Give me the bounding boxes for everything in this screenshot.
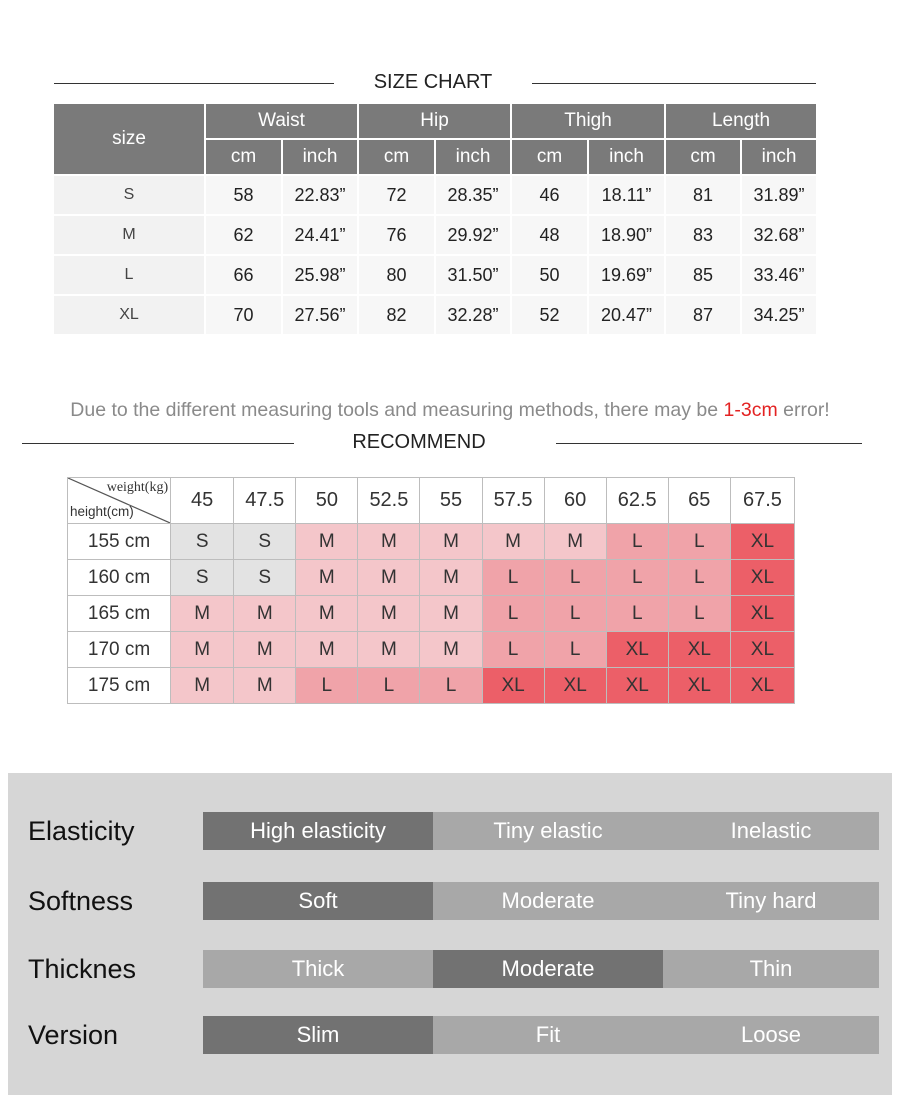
recommend-title: RECOMMEND [352, 431, 486, 453]
recommended-size-cell: M [234, 596, 296, 632]
height-label: 155 cm [68, 524, 171, 560]
unit-header: cm [511, 139, 588, 175]
height-row [68, 668, 795, 704]
property-option: Thin [663, 950, 879, 988]
recommended-size-cell: M [171, 632, 234, 668]
recommend-rule-left [22, 443, 294, 444]
recommended-size-cell: S [171, 560, 234, 596]
recommend-table [67, 477, 795, 704]
property-option: Soft [203, 882, 433, 920]
measurement-cell: 85 [665, 255, 741, 295]
recommended-size-cell: M [171, 596, 234, 632]
measurement-cell: 18.11” [588, 175, 665, 215]
size-chart-group-row [53, 103, 817, 139]
size-chart-title: SIZE CHART [373, 71, 493, 93]
recommended-size-cell: XL [730, 596, 794, 632]
recommended-size-cell: M [420, 596, 482, 632]
recommended-size-cell: M [420, 560, 482, 596]
property-option: Tiny elastic [433, 812, 663, 850]
measurement-cell: 81 [665, 175, 741, 215]
recommended-size-cell: S [171, 524, 234, 560]
measurement-cell: 52 [511, 295, 588, 335]
weight-header: 65 [668, 478, 730, 524]
recommended-size-cell: L [668, 596, 730, 632]
recommended-size-cell: L [482, 632, 544, 668]
measurement-cell: 24.41” [282, 215, 358, 255]
recommended-size-cell: M [296, 524, 358, 560]
recommended-size-cell: S [234, 524, 296, 560]
weight-header: 50 [296, 478, 358, 524]
measurement-cell: 50 [511, 255, 588, 295]
recommended-size-cell: L [668, 524, 730, 560]
recommended-size-cell: L [482, 560, 544, 596]
recommended-size-cell: XL [730, 524, 794, 560]
measurement-cell: 32.68” [741, 215, 817, 255]
weight-header: 62.5 [606, 478, 668, 524]
property-label: Softness [28, 886, 134, 916]
note-text-end: error! [777, 399, 830, 421]
recommended-size-cell: XL [730, 632, 794, 668]
measurement-cell: 34.25” [741, 295, 817, 335]
fabric-properties-panel [8, 773, 892, 1095]
recommended-size-cell: XL [606, 632, 668, 668]
weight-header: 52.5 [358, 478, 420, 524]
size-label: S [53, 175, 205, 215]
property-option: Inelastic [663, 812, 879, 850]
height-row [68, 632, 795, 668]
size-chart-rule-right [532, 83, 816, 84]
measurement-cell: 66 [205, 255, 282, 295]
recommended-size-cell: XL [668, 668, 730, 704]
property-option: Slim [203, 1016, 433, 1054]
measurement-cell: 22.83” [282, 175, 358, 215]
recommended-size-cell: S [234, 560, 296, 596]
recommended-size-cell: M [420, 632, 482, 668]
recommended-size-cell: XL [730, 668, 794, 704]
measurement-cell: 33.46” [741, 255, 817, 295]
unit-header: inch [435, 139, 511, 175]
measurement-cell: 25.98” [282, 255, 358, 295]
property-option: Tiny hard [663, 882, 879, 920]
property-option: Moderate [433, 950, 663, 988]
measurement-cell: 31.89” [741, 175, 817, 215]
property-label: Elasticity [28, 816, 135, 846]
measurement-cell: 31.50” [435, 255, 511, 295]
height-row [68, 560, 795, 596]
size-chart-rule-left [54, 83, 334, 84]
height-label: 170 cm [68, 632, 171, 668]
unit-header: inch [282, 139, 358, 175]
weight-axis-label: weight(kg) [106, 480, 169, 495]
recommended-size-cell: L [606, 524, 668, 560]
recommended-size-cell: L [420, 668, 482, 704]
unit-header: cm [358, 139, 435, 175]
recommended-size-cell: M [420, 524, 482, 560]
property-label: Version [28, 1020, 119, 1050]
weight-header: 57.5 [482, 478, 544, 524]
recommended-size-cell: XL [606, 668, 668, 704]
group-header-length: Length [665, 103, 817, 139]
size-chart-table [52, 102, 818, 336]
property-row [8, 882, 892, 922]
measurement-cell: 83 [665, 215, 741, 255]
measurement-note [0, 399, 900, 422]
measurement-cell: 62 [205, 215, 282, 255]
weight-header: 45 [171, 478, 234, 524]
recommended-size-cell: L [544, 632, 606, 668]
recommended-size-cell: M [296, 596, 358, 632]
measurement-cell: 76 [358, 215, 435, 255]
measurement-cell: 72 [358, 175, 435, 215]
measurement-cell: 27.56” [282, 295, 358, 335]
recommended-size-cell: M [234, 668, 296, 704]
size-label: L [53, 255, 205, 295]
height-label: 160 cm [68, 560, 171, 596]
height-label: 175 cm [68, 668, 171, 704]
property-option: Fit [433, 1016, 663, 1054]
recommend-rule-right [556, 443, 862, 444]
measurement-cell: 28.35” [435, 175, 511, 215]
group-header-waist: Waist [205, 103, 358, 139]
recommended-size-cell: M [358, 632, 420, 668]
recommended-size-cell: M [544, 524, 606, 560]
measurement-cell: 20.47” [588, 295, 665, 335]
recommended-size-cell: M [234, 632, 296, 668]
property-label: Thicknes [28, 954, 137, 984]
measurement-cell: 70 [205, 295, 282, 335]
group-header-hip: Hip [358, 103, 511, 139]
corner-header [68, 478, 171, 524]
measurement-cell: 29.92” [435, 215, 511, 255]
recommended-size-cell: M [358, 560, 420, 596]
recommended-size-cell: M [296, 560, 358, 596]
weight-header: 55 [420, 478, 482, 524]
measurement-cell: 32.28” [435, 295, 511, 335]
recommended-size-cell: XL [668, 632, 730, 668]
note-error-range: 1-3cm [723, 399, 778, 421]
recommended-size-cell: M [296, 632, 358, 668]
property-row [8, 1016, 892, 1056]
note-text: Due to the different measuring tools and measuring methods, there may be [70, 399, 724, 421]
size-row [53, 175, 817, 215]
height-axis-label: height(cm) [70, 504, 134, 519]
measurement-cell: 19.69” [588, 255, 665, 295]
unit-header: inch [741, 139, 817, 175]
property-row [8, 950, 892, 990]
weight-header: 60 [544, 478, 606, 524]
property-option: Loose [663, 1016, 879, 1054]
group-header-thigh: Thigh [511, 103, 665, 139]
measurement-cell: 87 [665, 295, 741, 335]
size-row [53, 295, 817, 335]
property-option: High elasticity [203, 812, 433, 850]
property-row [8, 812, 892, 852]
measurement-cell: 46 [511, 175, 588, 215]
size-label: M [53, 215, 205, 255]
recommended-size-cell: M [482, 524, 544, 560]
recommended-size-cell: L [668, 560, 730, 596]
unit-header: cm [205, 139, 282, 175]
measurement-cell: 58 [205, 175, 282, 215]
recommended-size-cell: XL [544, 668, 606, 704]
recommended-size-cell: L [296, 668, 358, 704]
recommended-size-cell: L [606, 596, 668, 632]
height-row [68, 524, 795, 560]
size-column-header: size [53, 103, 205, 175]
size-row [53, 215, 817, 255]
weight-header: 67.5 [730, 478, 794, 524]
measurement-cell: 18.90” [588, 215, 665, 255]
measurement-cell: 82 [358, 295, 435, 335]
weight-row [68, 478, 795, 524]
property-option: Moderate [433, 882, 663, 920]
recommended-size-cell: XL [482, 668, 544, 704]
size-label: XL [53, 295, 205, 335]
height-row [68, 596, 795, 632]
measurement-cell: 48 [511, 215, 588, 255]
size-row [53, 255, 817, 295]
recommended-size-cell: L [606, 560, 668, 596]
weight-header: 47.5 [234, 478, 296, 524]
recommended-size-cell: XL [730, 560, 794, 596]
recommended-size-cell: M [358, 524, 420, 560]
unit-header: inch [588, 139, 665, 175]
recommended-size-cell: L [544, 596, 606, 632]
recommended-size-cell: L [358, 668, 420, 704]
recommended-size-cell: L [544, 560, 606, 596]
recommended-size-cell: L [482, 596, 544, 632]
unit-header: cm [665, 139, 741, 175]
height-label: 165 cm [68, 596, 171, 632]
measurement-cell: 80 [358, 255, 435, 295]
property-option: Thick [203, 950, 433, 988]
recommended-size-cell: M [358, 596, 420, 632]
recommended-size-cell: M [171, 668, 234, 704]
